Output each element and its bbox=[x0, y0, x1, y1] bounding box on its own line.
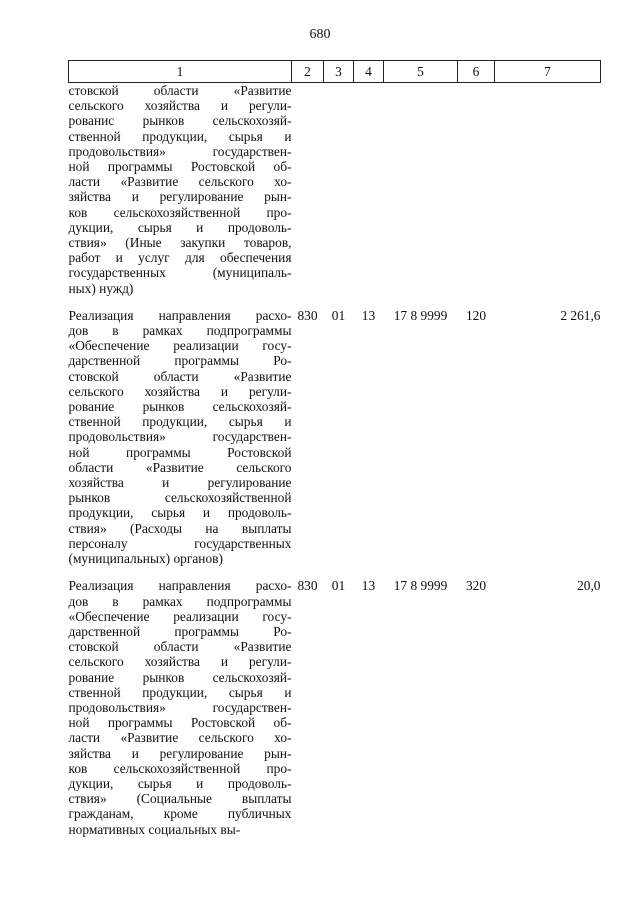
description-line: ласти «Развитие сельского хо- bbox=[68, 730, 292, 746]
description-line: (муниципальных) органов) bbox=[68, 551, 223, 567]
description-line: зяйства и регулирование рын- bbox=[68, 745, 292, 761]
description-line: хозяйства и регулирование bbox=[68, 475, 292, 491]
description-line: стовской области «Развитие bbox=[68, 83, 292, 98]
department-code-cell: 830 bbox=[297, 307, 318, 323]
subsection-code-cell: 13 bbox=[361, 307, 376, 323]
description-cell bbox=[69, 308, 292, 566]
department-code-cell: 830 bbox=[297, 578, 318, 594]
expense-type-code-cell bbox=[458, 83, 495, 296]
description-line: ков сельскохозяйственной про- bbox=[68, 204, 292, 220]
description-line: государственных (муниципаль- bbox=[68, 265, 292, 281]
target-article-code-cell: 17 8 9999 bbox=[393, 307, 448, 323]
description-line: дарственной программы Ро- bbox=[68, 623, 292, 639]
subsection-code-cell: 13 bbox=[361, 578, 376, 594]
description-line: ной программы Ростовской об- bbox=[68, 159, 292, 175]
description-line: работ и услуг для обеспечения bbox=[68, 250, 292, 266]
description-line: персоналу государственных bbox=[68, 535, 292, 551]
description-line: ствия» (Иные закупки товаров, bbox=[68, 235, 292, 251]
description-cell bbox=[69, 83, 292, 296]
description-line: ной программы Ростовской об- bbox=[68, 715, 292, 731]
description-line: продукции, сырья и продоволь- bbox=[68, 505, 292, 521]
col-header-4: 4 bbox=[354, 61, 384, 83]
description-line: продовольствия» государствен- bbox=[68, 429, 292, 445]
page-number: 680 bbox=[309, 27, 331, 42]
row-spacer bbox=[69, 296, 601, 308]
amount-cell: 2 261,6 bbox=[560, 307, 601, 323]
description-line: ственной продукции, сырья и bbox=[68, 684, 292, 700]
description-line: зяйства и регулирование рын- bbox=[68, 189, 292, 205]
target-article-code-cell: 17 8 9999 bbox=[393, 578, 448, 594]
amount-cell bbox=[495, 83, 601, 296]
target-article-code-cell bbox=[384, 83, 458, 296]
description-line: ной программы Ростовской bbox=[68, 444, 292, 460]
description-line: ствия» (Социальные выплаты bbox=[68, 791, 292, 807]
amount-cell: 20,0 bbox=[577, 578, 601, 594]
section-code-cell: 01 bbox=[331, 307, 346, 323]
col-header-2: 2 bbox=[292, 61, 324, 83]
description-line: нормативных социальных вы- bbox=[68, 821, 241, 837]
col-header-6: 6 bbox=[458, 61, 495, 83]
description-line: рование рынков сельскохозяй- bbox=[68, 399, 292, 415]
department-code-cell bbox=[292, 83, 324, 296]
description-line: Реализация направления расхо- bbox=[68, 578, 292, 594]
description-cell bbox=[69, 578, 292, 836]
description-line: рованис рынков сельскохозяй- bbox=[68, 113, 292, 129]
description-line: дарственной программы Ро- bbox=[68, 353, 292, 369]
description-line: Реализация направления расхо- bbox=[68, 307, 292, 323]
col-header-3: 3 bbox=[324, 61, 354, 83]
header-row bbox=[69, 61, 601, 83]
col-header-5: 5 bbox=[384, 61, 458, 83]
description-line: стовской области «Развитие bbox=[68, 368, 292, 384]
table-row bbox=[69, 578, 601, 836]
table-row bbox=[69, 308, 601, 566]
description-line: рование рынков сельскохозяй- bbox=[68, 669, 292, 685]
budget-table bbox=[68, 60, 601, 837]
description-line: гражданам, кроме публичных bbox=[68, 806, 292, 822]
expense-type-code-cell: 120 bbox=[465, 307, 487, 323]
description-line: ков сельскохозяйственной про- bbox=[68, 760, 292, 776]
description-line: дукции, сырья и продоволь- bbox=[68, 775, 292, 791]
section-code-cell: 01 bbox=[331, 578, 346, 594]
description-line: сельского хозяйства и регули- bbox=[68, 383, 292, 399]
subsection-code-cell bbox=[354, 83, 384, 296]
col-header-7: 7 bbox=[495, 61, 601, 83]
description-line: ственной продукции, сырья и bbox=[68, 128, 292, 144]
row-spacer-cell bbox=[69, 566, 601, 578]
description-line: дов в рамках подпрограммы bbox=[68, 593, 292, 609]
description-line: «Обеспечение реализации госу- bbox=[68, 338, 292, 354]
description-line: ствия» (Расходы на выплаты bbox=[68, 520, 292, 536]
description-line: стовской области «Развитие bbox=[68, 639, 292, 655]
description-line: сельского хозяйства и регули- bbox=[68, 654, 292, 670]
row-spacer bbox=[69, 566, 601, 578]
description-line: «Обеспечение реализации госу- bbox=[68, 608, 292, 624]
description-line: области «Развитие сельского bbox=[68, 459, 292, 475]
description-line: ных) нужд) bbox=[68, 280, 134, 296]
expense-type-code-cell: 320 bbox=[465, 578, 487, 594]
col-header-1: 1 bbox=[69, 61, 292, 83]
description-line: дукции, сырья и продоволь- bbox=[68, 219, 292, 235]
section-code-cell bbox=[324, 83, 354, 296]
description-line: сельского хозяйства и регули- bbox=[68, 98, 292, 114]
description-line: ласти «Развитие сельского хо- bbox=[68, 174, 292, 190]
row-spacer-cell bbox=[69, 296, 601, 308]
table-row bbox=[69, 83, 601, 296]
description-line: рынков сельскохозяйственной bbox=[68, 490, 292, 506]
description-line: продовольствия» государствен- bbox=[68, 143, 292, 159]
description-line: дов в рамках подпрограммы bbox=[68, 323, 292, 339]
description-line: ственной продукции, сырья и bbox=[68, 414, 292, 430]
description-line: продовольствия» государствен- bbox=[68, 699, 292, 715]
